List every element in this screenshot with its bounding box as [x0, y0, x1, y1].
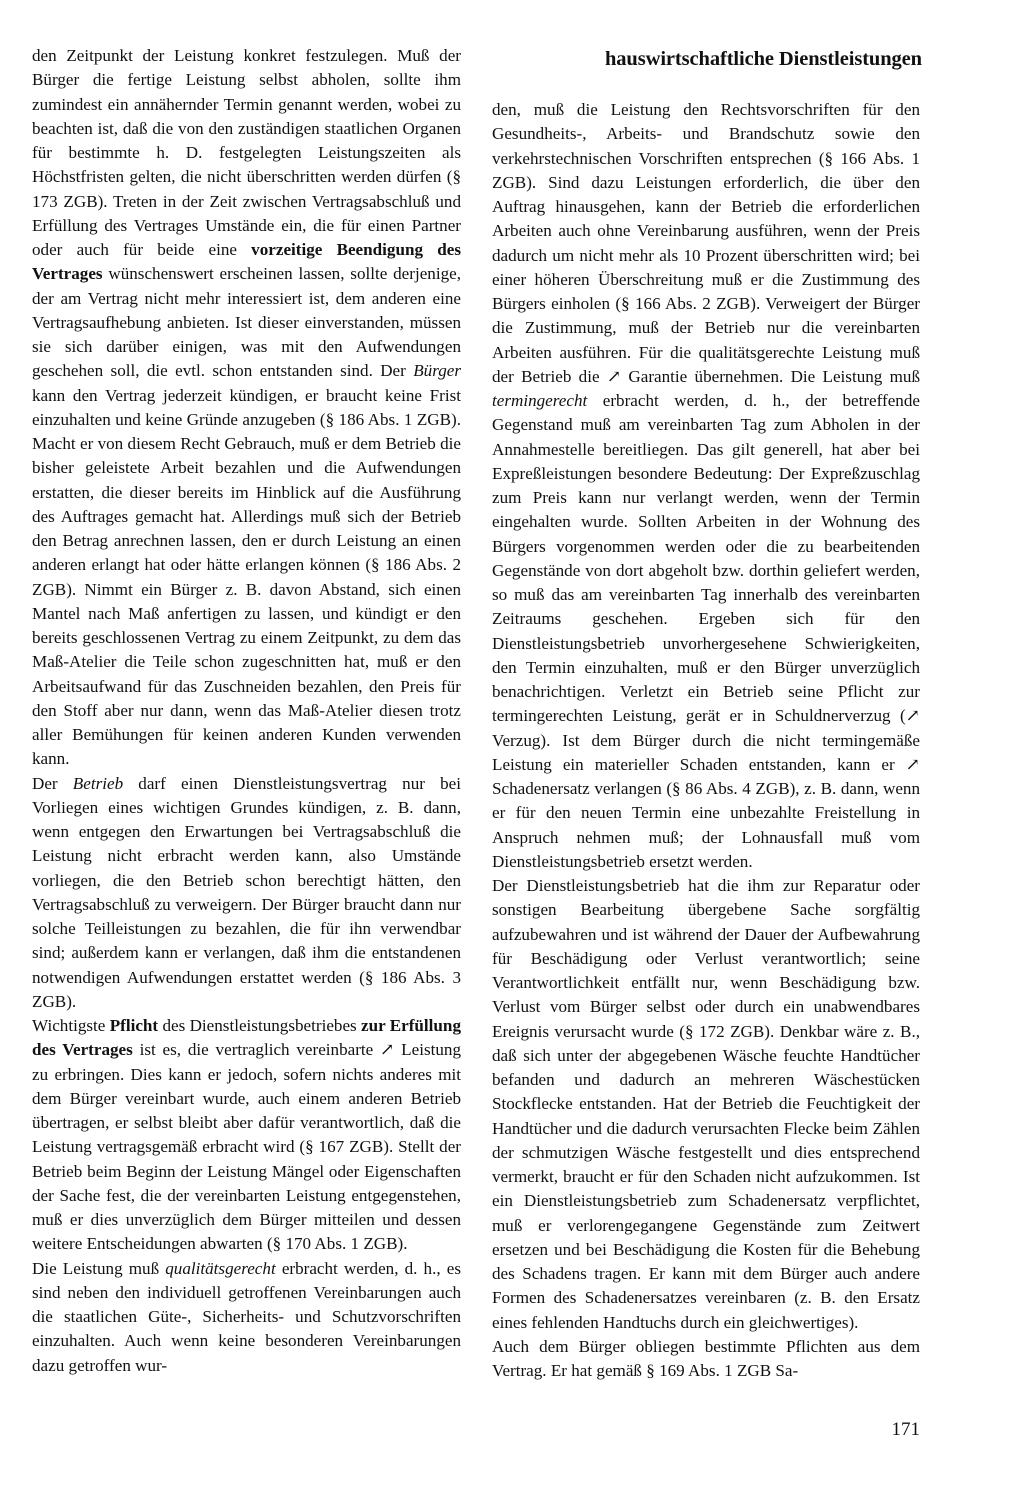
text-run: den, muß die Leistung den Rechtsvorschriften für den Gesundheits-, Arbeits- und Brandschutz sowie den verkehrstechnischen Vorschriften entsprechen (§ 166 Abs. 1 ZGB). Sind dazu Leistungen erforderlich, die über den Auftrag hinausgehen, kann der Betrieb die erforderlichen Arbeiten auch ohne Vereinbarung ausführen, wenn der Preis dadurch um nicht mehr als 10 Prozent überschritten wird; bei einer höheren Überschreitung muß er die Zustimmung des Bürgers einholen (§ 166 Abs. 2 ZGB). Verweigert der Bürger die Zustimmung, muß der Betrieb nur die vereinbarten Arbeiten ausführen. Für die qualitätsgerechte Leistung muß der Betrieb die ↗ Garantie übernehmen. Die Leistung muß	[492, 100, 920, 386]
text-run: Die Leistung muß	[32, 1258, 166, 1278]
text-run: erbracht werden, d. h., es sind neben den individuell getroffenen Vereinbarungen auch die staatlichen Güte-, Sicherheits- und Schutzvorschriften einzuhalten. Auch wenn keine besonderen Vereinbarungen dazu getroffen wur-	[32, 1258, 461, 1375]
text-run: darf einen Dienstleistungsvertrag nur bei Vorliegen eines wichtigen Grundes kündigen, z. B. dann, wenn entgegen den Erwartungen bei Vertragsabschluß die Leistung nicht erbracht werden kann, also Umstände vorliegen, die den Betrieb schon berechtigt hätten, den Vertragsabschluß zu verweigern. Der Bürger braucht dann nur solche Teilleistungen zu bezahlen, die für ihn verwendbar sind; außerdem kann er verlangen, daß ihm die entstandenen notwendigen Aufwendungen erstattet werden (§ 186 Abs. 3 ZGB).	[32, 773, 461, 1011]
italic-term: Bürger	[413, 361, 461, 381]
italic-term: qualitätsgerecht	[165, 1258, 276, 1278]
italic-term: Betrieb	[72, 773, 124, 793]
paragraph	[492, 98, 920, 874]
paragraph	[492, 1335, 920, 1384]
text-run: wünschenswert erscheinen lassen, sollte derjenige, der am Vertrag nicht mehr interessiert ist, dem anderen eine Vertragsaufhebung anbieten. Ist dieser einverstanden, müssen sie sich darüber einigen, was mit den Aufwendungen geschehen soll, die evtl. schon entstanden sind. Der	[32, 264, 461, 381]
running-header: hauswirtschaftliche Dienstleistungen	[604, 48, 922, 70]
paragraph	[32, 44, 461, 772]
paragraph	[32, 772, 461, 1015]
text-run: den Zeitpunkt der Leistung konkret festzulegen. Muß der Bürger die fertige Leistung selbst abholen, sollte ihm zumindest ein annähernder Termin genannt werden, wobei zu beachten ist, daß die von den zuständigen staatlichen Organen für bestimmte h. D. festgelegten Leistungszeiten als Höchstfristen gelten, die nicht überschritten werden dürfen (§ 173 ZGB). Treten in der Zeit zwischen Vertragsabschluß und Erfüllung des Vertrages Umstände ein, die für einen Partner oder auch für beide eine	[32, 46, 461, 259]
text-run: Auch dem Bürger obliegen bestimmte Pflichten aus dem Vertrag. Er hat gemäß § 169 Abs. 1 ZGB Sa-	[492, 1336, 920, 1380]
paragraph	[32, 1257, 461, 1378]
text-run: des Dienstleistungsbetriebes	[158, 1016, 362, 1035]
text-run: ist es, die vertraglich vereinbarte ↗ Leistung zu erbringen. Dies kann er jedoch, sofern nichts anderes mit dem Bürger vereinbart wurde, auch einem anderen Betrieb übertragen, er selbst bleibt aber dafür verantwortlich, daß die Leistung vertragsgemäß erbracht wird (§ 167 ZGB). Stellt der Betrieb beim Beginn der Leistung Mängel oder Eigenschaften der Sache fest, die der vereinbarten Leistung entgegenstehen, muß er dies unverzüglich dem Bürger mitteilen und dessen weitere Entscheidungen abwarten (§ 170 Abs. 1 ZGB).	[32, 1040, 461, 1254]
left-column	[32, 44, 461, 1378]
bold-term: Pflicht	[109, 1016, 159, 1035]
text-run: Der Dienstleistungsbetrieb hat die ihm zur Reparatur oder sonstigen Bearbeitung übergebene Sache sorgfältig aufzubewahren und ist während der Dauer der Aufbewahrung für Beschädigung oder Verlust verantwortlich; seine Verantwortlichkeit entfällt nur, wenn Beschädigung bzw. Verlust vom Bürger selbst oder durch ein unabwendbares Ereignis verursacht wurde (§ 172 ZGB). Denkbar wäre z. B., daß sich unter der abgegebenen Wäsche feuchte Handtücher befanden und dadurch an mehreren Wäschestücken Stockflecke entstanden. Hat der Betrieb die Feuchtigkeit der Handtücher und die dadurch verursachten Flecke beim Zählen der schmutzigen Wäsche festgestellt und dies entsprechend vermerkt, braucht er für den Schaden nicht aufzukommen. Ist ein Dienstleistungsbetrieb zum Schadenersatz verpflichtet, muß er verlorengegangene Gegenstände zum Zeitwert ersetzen und bei Beschädigung die Kosten für die Behebung des Schadens tragen. Er kann mit dem Bürger auch andere Formen des Schadenersatzes vereinbaren (z. B. den Ersatz eines fehlenden Handtuchs durch ein gleichwertiges).	[492, 876, 920, 1332]
text-run: kann den Vertrag jederzeit kündigen, er braucht keine Frist einzuhalten und keine Gründe anzugeben (§ 186 Abs. 1 ZGB). Macht er von diesem Recht Gebrauch, muß er dem Betrieb die bisher geleistete Arbeit bezahlen und die Aufwendungen erstatten, die dieser bereits im Hinblick auf die Ausführung des Auftrages gemacht hat. Allerdings muß sich der Betrieb den Betrag anrechnen lassen, den er durch Leistung an einen anderen erlangt hat oder hätte erlangen können (§ 186 Abs. 2 ZGB). Nimmt ein Bürger z. B. davon Abstand, sich einen Mantel nach Maß anfertigen zu lassen, und kündigt er den bereits geschlossenen Vertrag zu einem Zeitpunkt, zu dem das Maß-Atelier die Teile schon zugeschnitten hat, muß er den Arbeitsaufwand für das Zuschneiden bezahlen, den Preis für den Stoff aber nur dann, wenn das Maß-Atelier diesen trotz aller Bemühungen für keinen anderen Kunden verwenden kann.	[32, 385, 461, 769]
paragraph	[492, 874, 920, 1335]
text-run: erbracht werden, d. h., der betreffende Gegenstand muß am vereinbarten Tag zum Abholen in der Annahmestelle bereitliegen. Das gilt generell, hat aber bei Expreßleistungen besondere Bedeutung: Der Expreßzuschlag zum Preis kann nur verlangt werden, wenn der Termin eingehalten wurde. Sollten Arbeiten in der Wohnung des Bürgers vorgenommen werden oder die zu bearbeitenden Gegenstände von dort abgeholt bzw. dorthin geliefert werden, so muß das am vereinbarten Tag innerhalb des vereinbarten Zeitraums geschehen. Ergeben sich für den Dienstleistungsbetrieb unvorhergesehene Schwierigkeiten, den Termin einzuhalten, muß er den Bürger unverzüglich benachrichtigen. Verletzt ein Betrieb seine Pflicht zur termingerechten Leistung, gerät er in Schuldnerverzug (↗ Verzug). Ist dem Bürger durch die nicht termingemäße Leistung ein materieller Schaden entstanden, kann er ↗ Schadenersatz verlangen (§ 86 Abs. 4 ZGB), z. B. dann, wenn er für den neuen Termin eine unbezahlte Freistellung in Anspruch nehmen muß; der Lohnausfall muß vom Dienstleistungsbetrieb ersetzt werden.	[492, 391, 920, 871]
bold-term: vorzeitige Beendigung des Vertrages	[32, 240, 461, 284]
bold-term: zur Erfüllung des Vertrages	[32, 1016, 461, 1060]
italic-term: termingerecht	[492, 391, 588, 410]
page-number: 171	[891, 1419, 920, 1440]
right-column	[492, 98, 920, 1383]
paragraph	[32, 1014, 461, 1257]
text-run: Wichtigste	[32, 1016, 110, 1035]
text-run: Der	[32, 773, 73, 793]
